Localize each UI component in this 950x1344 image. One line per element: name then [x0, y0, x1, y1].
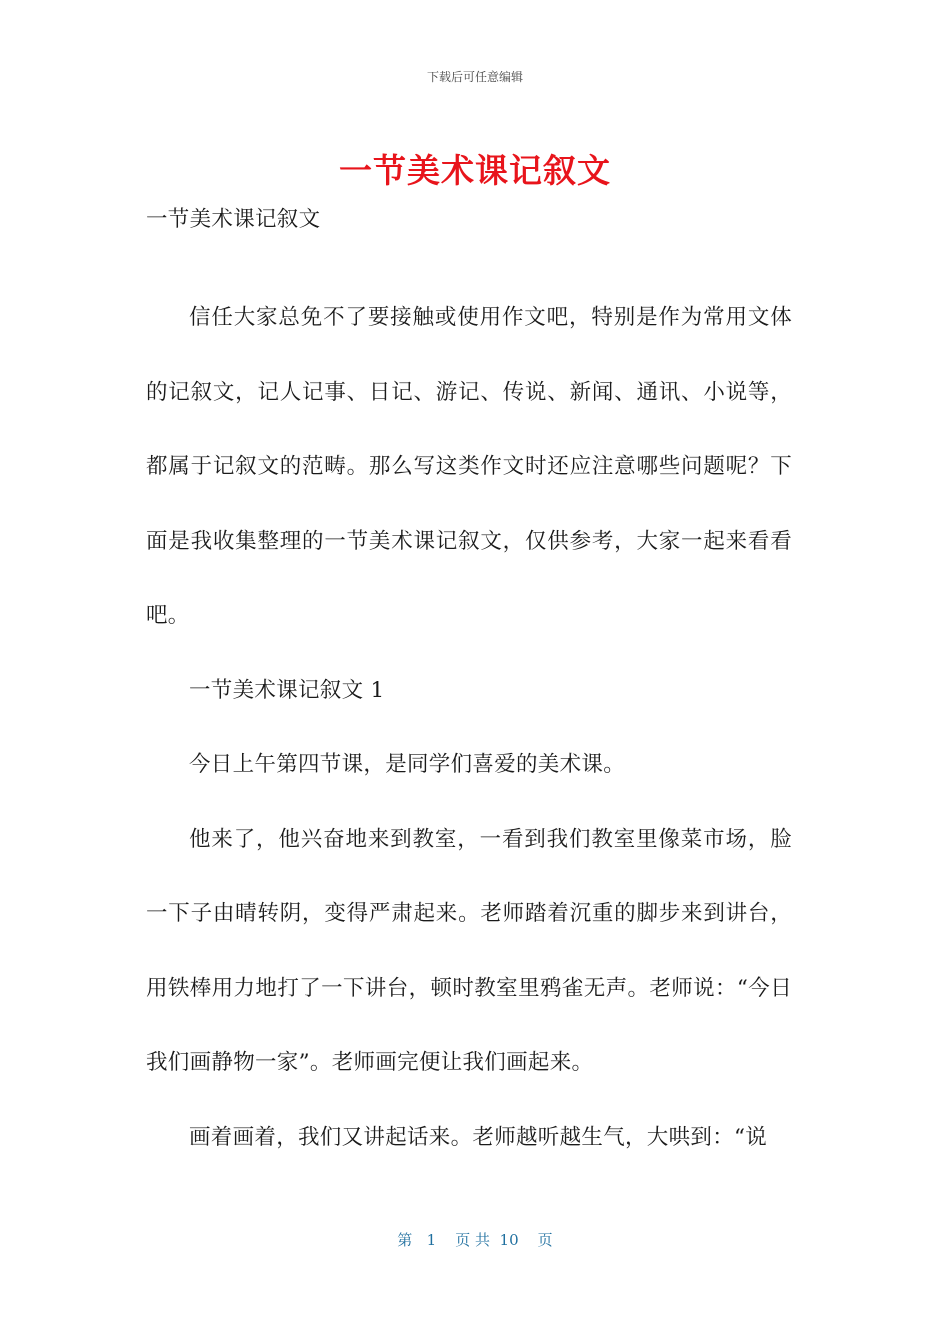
paragraph-intro: 信任大家总免不了要接触或使用作文吧，特别是作为常用文体的记叙文，记人记事、日记、游记、传说、新闻、通讯、小说等，都属于记叙文的范畴。那么写这类作文时还应注意哪些问题呢？下面是我收集整理的一节美术课记叙文，仅供参考，大家一起来看看吧。	[146, 305, 792, 628]
document-body	[146, 200, 792, 1175]
header-note: 下载后可任意编辑	[426, 70, 523, 84]
paragraph-2: 他来了，他兴奋地来到教室，一看到我们教室里像菜市场，脸一下子由晴转阴，变得严肃起来。老师踏着沉重的脚步来到讲台，用铁棒用力地打了一下讲台，顿时教室里鸦雀无声。老师说：“今日我们画静物一家”。老师画完便让我们画起来。	[146, 826, 792, 1075]
paragraph-3: 画着画着，我们又讲起话来。老师越听越生气，大哄到：“说	[189, 1124, 768, 1150]
document-title: 一节美术课记叙文	[339, 151, 611, 190]
page-footer: 第 1 页 共 10 页	[397, 1231, 553, 1249]
subtitle-line: 一节美术课记叙文	[146, 207, 321, 232]
paragraph-section-heading: 一节美术课记叙文 1	[189, 677, 385, 703]
paragraph-1: 今日上午第四节课，是同学们喜爱的美术课。	[189, 752, 626, 777]
